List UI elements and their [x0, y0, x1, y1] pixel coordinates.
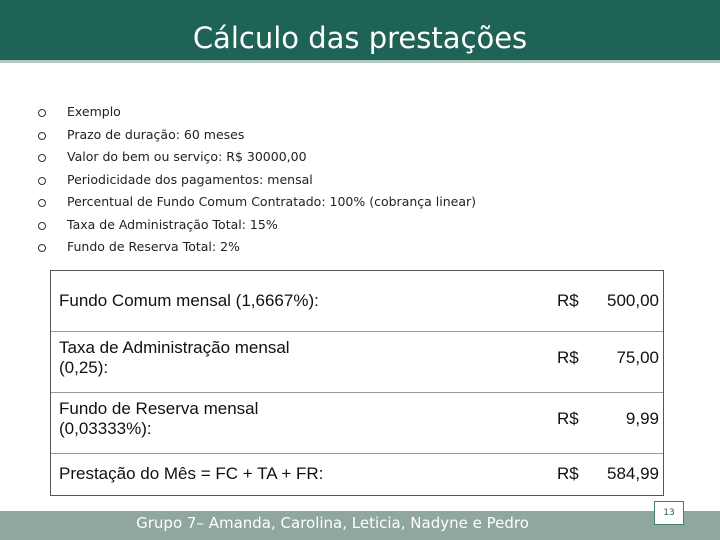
bullet-text: Taxa de Administração Total: 15%: [67, 216, 278, 232]
row-label: Taxa de Administração mensal (0,25):: [59, 338, 290, 377]
bullet-item: [38, 124, 678, 147]
bullet-text: Prazo de duração: 60 meses: [67, 126, 245, 142]
title-divider: [0, 60, 720, 63]
bullet-item: [38, 191, 678, 214]
bullet-text: Exemplo: [67, 104, 121, 119]
row-value: 9,99: [625, 409, 659, 428]
bullet-text: Percentual de Fundo Comum Contratado: 100% (cobrança linear): [67, 194, 477, 209]
page-number: 13: [654, 501, 684, 525]
bullet-icon: [38, 244, 46, 252]
row-currency: R$: [557, 291, 579, 310]
row-currency: R$: [557, 409, 579, 428]
bullet-text: Periodicidade dos pagamentos: mensal: [67, 171, 313, 187]
bullet-text: Valor do bem ou serviço: R$ 30000,00: [67, 149, 307, 164]
table-row: [51, 393, 663, 453]
bullet-icon: [38, 199, 46, 207]
slide-title: Cálculo das prestações: [192, 21, 528, 55]
installment-table: [50, 270, 664, 496]
footer-text: Grupo 7– Amanda, Carolina, Leticia, Nadyne e Pedro: [136, 514, 529, 532]
bullet-list: [38, 101, 678, 259]
row-value: 584,99: [607, 464, 659, 483]
bullet-item: [38, 169, 678, 192]
bullet-item: [38, 214, 678, 237]
bullet-item: [38, 101, 678, 124]
bullet-icon: [38, 177, 46, 185]
table-row: [51, 332, 663, 392]
row-currency: R$: [557, 348, 579, 367]
bullet-item: [38, 146, 678, 169]
row-label: Fundo de Reserva mensal (0,03333%):: [59, 399, 259, 438]
row-currency: R$: [557, 464, 579, 483]
bullet-icon: [38, 154, 46, 162]
bullet-icon: [38, 132, 46, 140]
row-label: Fundo Comum mensal (1,6667%):: [59, 291, 319, 310]
bullet-icon: [38, 109, 46, 117]
table-row: [51, 271, 663, 331]
bullet-icon: [38, 222, 46, 230]
row-label: Prestação do Mês = FC + TA + FR:: [59, 464, 324, 483]
row-value: 500,00: [607, 291, 659, 310]
table-row: [51, 454, 663, 495]
row-value: 75,00: [616, 348, 659, 367]
title-box: [0, 16, 720, 60]
bullet-item: [38, 236, 678, 259]
bullet-text: Fundo de Reserva Total: 2%: [67, 239, 240, 254]
